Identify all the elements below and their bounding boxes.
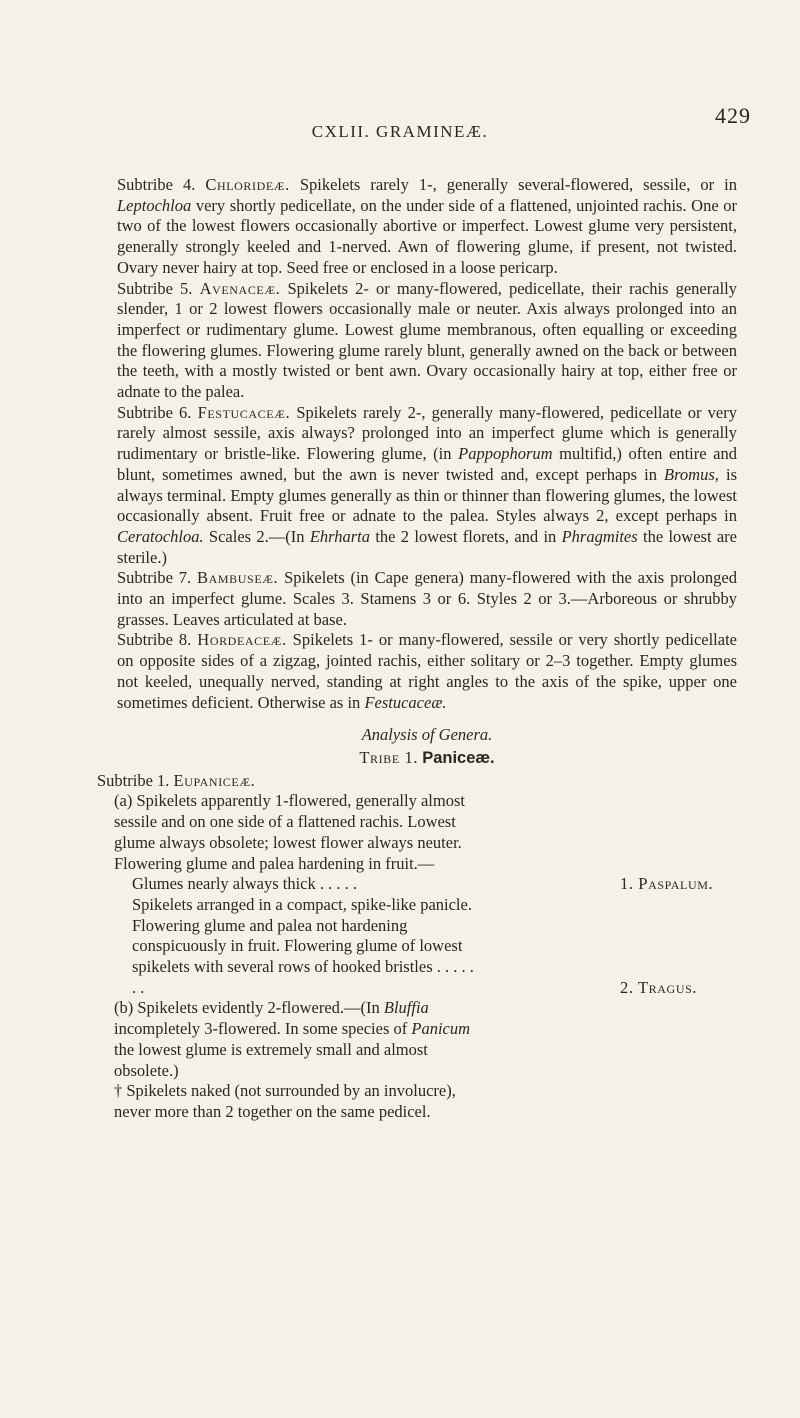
analysis-heading: Analysis of Genera.	[361, 725, 493, 745]
text-run: very shortly pedicellate, on the under side of a flattened, unjointed rachis. One or two of the lowest flowers occasionally abortive or imperfect. Lowest glume very persistent, generally strongly keeled and 1-nerved. Awn of flowering glume, if present, not twisted. Ovary never hairy at top. Seed free or enclosed in a loose pericarp.	[117, 195, 737, 277]
genus-italic: Panicum	[411, 1019, 471, 1039]
subtribe-label: Subtribe 8.	[117, 630, 198, 650]
paragraph-subtribe-7	[117, 568, 737, 630]
subtribe-name: Eupaniceæ.	[173, 770, 256, 790]
text-run: the lowest are sterile.)	[117, 526, 737, 567]
key-lead-a1	[97, 874, 737, 895]
subtribe-label: Subtribe 6.	[117, 402, 198, 422]
text-run: the lowest glume is extremely small and almost obsolete.)	[114, 1039, 428, 1080]
subtribe-label: Subtribe 5.	[117, 278, 200, 298]
key-lead-b	[97, 998, 479, 1081]
running-title: CXLII. GRAMINEÆ.	[311, 122, 489, 141]
text-run: Spikelets (in Cape genera) many-flowered with the axis prolonged into an imperfect glume. Scales 3. Stamens 3 or 6. Styles 2 or 3.—Arboreous or shrubby grasses. Leaves articulated at base.	[117, 568, 737, 629]
text-run: (b) Spikelets evidently 2-flowered.—(In	[114, 998, 384, 1018]
subtribe-label: Subtribe 4.	[117, 175, 206, 194]
subtribe-name: Avenaceæ.	[199, 278, 281, 298]
genus-paspalum: 1. Paspalum.	[620, 874, 714, 894]
text-run: Spikelets rarely 1-, generally several-flowered, sessile, or in	[289, 175, 737, 194]
subtribe-name: Bambuseæ.	[197, 568, 279, 588]
body-text	[97, 175, 737, 1123]
genus-italic: Phragmites	[561, 526, 638, 546]
genus-italic: Bromus,	[664, 464, 719, 484]
key-lead-a: (a) Spikelets apparently 1-flowered, generally almost sessile and on one side of a flattened rachis. Lowest glume always obsolete; lowest flower always neuter. Flowering glume and palea hardening in fruit.—	[114, 791, 465, 873]
tribe-heading	[117, 748, 737, 769]
paragraph-subtribe-6	[117, 403, 737, 569]
subtribe-name: Festucaceæ.	[197, 402, 291, 422]
text-run: Spikelets rarely 2-, generally many-flowered, pedicellate or very rarely almost sessile, axis always? prolonged into an imperfect glume which is generally rudimentary or bristle-like. Flowering glume, (in	[117, 402, 737, 464]
page-number: 429	[715, 103, 751, 128]
paragraph-subtribe-5	[117, 279, 737, 403]
text-run: incompletely 3-flowered. In some species of	[114, 1019, 412, 1039]
genus-key	[97, 770, 737, 1123]
text-run: Spikelets 1- or many-flowered, sessile or very shortly pedicellate on opposite sides of a zigzag, jointed rachis, either solitary or 2–3 together. Empty glumes not keeled, unequally nerved, standing at right angles to the axis of the spike, upper one sometimes deficient. Otherwise as in	[117, 630, 737, 712]
text-run: the 2 lowest florets, and in	[370, 526, 562, 546]
genus-italic: Ehrharta	[309, 526, 371, 546]
tribe-name: Paniceæ.	[422, 748, 495, 767]
text-run: is always terminal. Empty glumes generally as thin or thinner than flowering glumes, the lowest occasionally absent. Fruit free or adnate to the palea. Styles always 2, except perhaps in	[117, 464, 737, 526]
genus-italic: Leptochloa	[117, 195, 192, 215]
paragraph-subtribe-4	[117, 175, 737, 279]
key-lead-dagger: † Spikelets naked (not surrounded by an involucre), never more than 2 together on the same pedicel.	[114, 1081, 456, 1121]
subtribe-label: Subtribe 7.	[117, 568, 198, 588]
genus-italic: Bluffia	[383, 998, 429, 1018]
genus-italic: Pappophorum	[458, 444, 553, 464]
genus-tragus: 2. Tragus.	[620, 977, 698, 997]
subtribe-label: Subtribe 1.	[97, 770, 174, 790]
text-run: multifid,) often entire and blunt, sometimes awned, but the awn is never twisted and, except perhaps in	[117, 444, 737, 484]
genus-italic: Festucaceæ.	[364, 692, 447, 712]
text-run: Spikelets 2- or many-flowered, pedicellate, their rachis generally slender, 1 or 2 lowest flowers occasionally male or neuter. Axis always prolonged into an imperfect or rudimentary glume. Lowest glume membranous, often equalling or exceeding the flowering glumes. Flowering glume rarely blunt, generally awned on the back or between the teeth, with a mostly twisted or bent awn. Ovary occasionally hairy at top, either free or adnate to the palea.	[117, 278, 737, 402]
key-lead-text: Spikelets arranged in a compact, spike-like panicle. Flowering glume and palea not hardening conspicuously in fruit. Flowering glume of lowest spikelets with several rows of hooked bristles . . . . . . .	[132, 894, 474, 997]
tribe-label: Tribe 1.	[359, 747, 419, 767]
subtribe-name: Hordeaceæ.	[197, 630, 287, 650]
key-lead-a2	[97, 895, 737, 999]
text-run: Scales 2.—(In	[203, 526, 310, 546]
genus-italic: Ceratochloa.	[117, 526, 204, 546]
subtribe-name: Chlorideæ.	[205, 175, 290, 194]
subtribe-heading	[97, 771, 737, 792]
key-lead-text: Glumes nearly always thick . . . . .	[132, 874, 357, 894]
paragraph-subtribe-8	[117, 630, 737, 713]
